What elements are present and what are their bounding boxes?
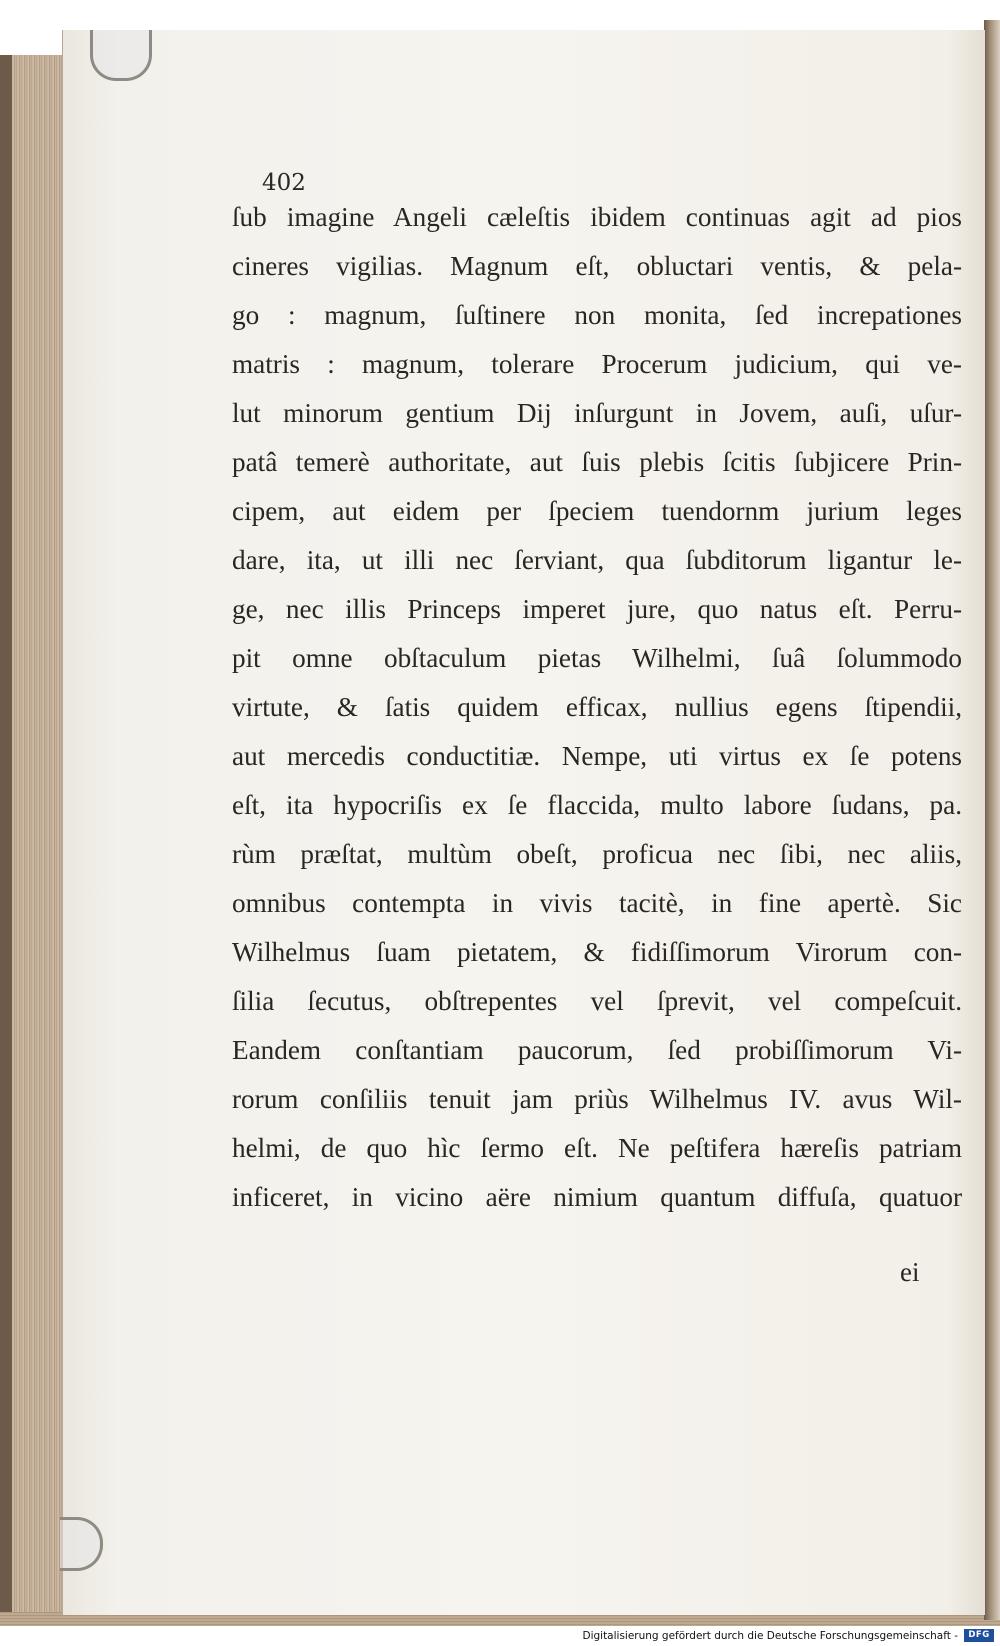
text-line: inficeret, in vicino aëre nimium quantum diffuſa, quatuor [232, 1182, 962, 1212]
text-line: cipem, aut eidem per ſpeciem tuendornm jurium leges [232, 496, 962, 526]
text-line: lut minorum gentium Dij inſurgunt in Jovem, auſi, uſur- [232, 398, 962, 428]
binding-shadow [0, 55, 12, 1625]
text-line: ſilia ſecutus, obſtrepentes vel ſprevit, vel compeſcuit. [232, 986, 962, 1016]
text-line: eſt, ita hypocriſis ex ſe flaccida, multo labore ſudans, pa. [232, 790, 962, 820]
facing-page-edge [984, 20, 1000, 1620]
text-line: patâ temerè authoritate, aut ſuis plebis ſcitis ſubjicere Prin- [232, 447, 962, 477]
text-line: aut mercedis conductitiæ. Nempe, uti virtus ex ſe potens [232, 741, 962, 771]
text-line: matris : magnum, tolerare Procerum judicium, qui ve- [232, 349, 962, 379]
text-line: omnibus contempta in vivis tacitè, in fine apertè. Sic [232, 888, 962, 918]
text-line: dare, ita, ut illi nec ſerviant, qua ſubditorum ligantur le- [232, 545, 962, 575]
page-number: 402 [262, 170, 306, 196]
text-line: pit omne obſtaculum pietas Wilhelmi, ſuâ ſolummodo [232, 643, 962, 673]
text-line: Eandem conſtantiam paucorum, ſed probiſſimorum Vi- [232, 1035, 962, 1065]
digitization-credit: Digitalisierung gefördert durch die Deutsche Forschungsgemeinschaft - [582, 1630, 958, 1642]
catchword: ei [900, 1257, 920, 1287]
text-line: cineres vigilias. Magnum eſt, obluctari ventis, & pela- [232, 251, 962, 281]
text-line: rorum conſiliis tenuit jam priùs Wilhelmus IV. avus Wil- [232, 1084, 962, 1114]
text-line: virtute, & ſatis quidem efficax, nullius egens ſtipendii, [232, 692, 962, 722]
page-clip-top [90, 30, 152, 81]
dfg-logo-icon: DFG [964, 1629, 994, 1642]
text-line: ge, nec illis Princeps imperet jure, quo natus eſt. Perru- [232, 594, 962, 624]
body-text [232, 193, 962, 1222]
text-line: ſub imagine Angeli cæleſtis ibidem continuas agit ad pios [232, 202, 962, 232]
text-line: go : magnum, ſuſtinere non monita, ſed increpationes [232, 300, 962, 330]
text-line: Wilhelmus ſuam pietatem, & fidiſſimorum Virorum con- [232, 937, 962, 967]
text-line: helmi, de quo hìc ſermo eſt. Ne peſtifera hæreſis patriam [232, 1133, 962, 1163]
text-line: rùm præſtat, multùm obeſt, proficua nec ſibi, nec aliis, [232, 839, 962, 869]
